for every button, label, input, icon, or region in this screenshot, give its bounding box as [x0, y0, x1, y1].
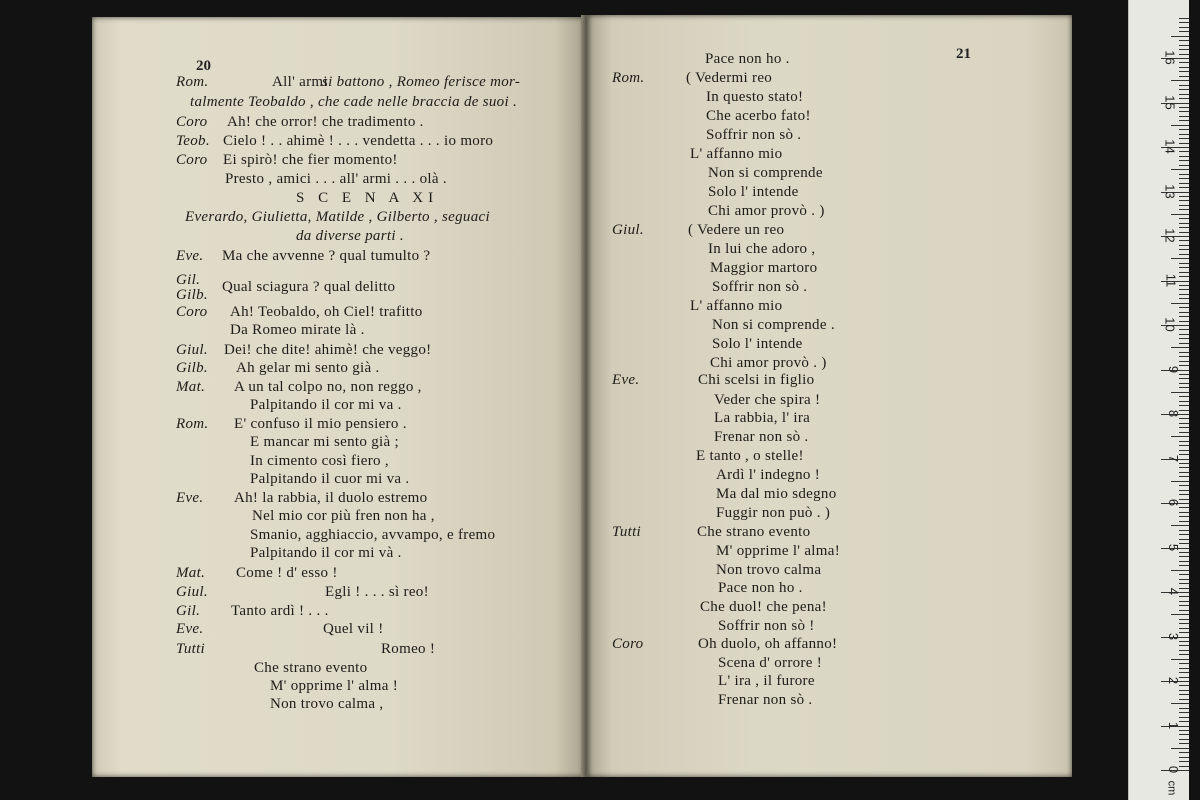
- ruler-mm-tick: [1179, 619, 1189, 620]
- verse-line: Oh duolo, oh affanno!: [698, 636, 838, 652]
- ruler-mm-tick: [1179, 490, 1189, 491]
- ruler-mm-tick: [1179, 267, 1189, 268]
- ruler-mm-tick: [1179, 432, 1189, 433]
- verse-line: Non trovo calma ,: [270, 696, 384, 712]
- ruler-mm-tick: [1179, 227, 1189, 228]
- verse-line: Frenar non sò .: [718, 692, 813, 708]
- verse-line: All' armi: [272, 74, 328, 90]
- ruler-mm-tick: [1179, 512, 1189, 513]
- ruler-mm-tick: [1171, 614, 1189, 615]
- ruler-mm-tick: [1179, 285, 1189, 286]
- ruler-number: 14: [1162, 139, 1178, 154]
- ruler-mm-tick: [1179, 383, 1189, 384]
- ruler-mm-tick: [1179, 240, 1189, 241]
- verse-line: Smanio, agghiaccio, avvampo, e fremo: [250, 527, 496, 543]
- verse-line: Pace non ho .: [718, 580, 803, 596]
- ruler-mm-tick: [1179, 485, 1189, 486]
- ruler-mm-tick: [1179, 574, 1189, 575]
- verse-line: Ei spirò! che fier momento!: [223, 152, 398, 168]
- verse-line: L' ira , il furore: [718, 673, 815, 689]
- ruler-mm-tick: [1179, 445, 1189, 446]
- verse-line: Soffrir non sò !: [718, 618, 815, 634]
- ruler-number: 5: [1165, 543, 1181, 551]
- ruler-mm-tick: [1179, 645, 1189, 646]
- ruler-mm-tick: [1171, 659, 1189, 660]
- ruler-number: 11: [1162, 273, 1178, 287]
- ruler-mm-tick: [1179, 249, 1189, 250]
- ruler-mm-tick: [1179, 76, 1189, 77]
- verse-line: Frenar non sò .: [714, 429, 809, 445]
- ruler-mm-tick: [1179, 405, 1189, 406]
- verse-line: Come ! d' esso !: [236, 565, 338, 581]
- verse-line: Ardì l' indegno !: [716, 467, 821, 483]
- ruler-mm-tick: [1179, 565, 1189, 566]
- verse-line: Ah! Teobaldo, oh Ciel! trafitto: [230, 304, 423, 320]
- ruler-mm-tick: [1179, 298, 1189, 299]
- ruler-mm-tick: [1179, 623, 1189, 624]
- ruler-mm-tick: [1171, 347, 1189, 348]
- verse-line: Non si comprende .: [712, 317, 835, 333]
- speaker-label: Giul.: [176, 584, 208, 600]
- speaker-label: Rom.: [176, 74, 209, 90]
- ruler-number: 7: [1165, 454, 1181, 462]
- ruler-mm-tick: [1171, 570, 1189, 571]
- verse-line: E mancar mi sento già ;: [250, 434, 399, 450]
- ruler-mm-tick: [1179, 218, 1189, 219]
- speaker-label: Eve.: [176, 490, 204, 506]
- ruler-mm-tick: [1171, 80, 1189, 81]
- ruler-mm-tick: [1179, 272, 1189, 273]
- ruler-mm-tick: [1179, 441, 1189, 442]
- ruler-mm-tick: [1179, 739, 1189, 740]
- ruler-mm-tick: [1179, 312, 1189, 313]
- speaker-label: Mat.: [176, 565, 206, 581]
- right-page: [588, 15, 1072, 777]
- ruler-number: 8: [1165, 409, 1181, 418]
- verse-line: Da Romeo mirate là .: [230, 322, 365, 338]
- ruler-mm-tick: [1179, 423, 1189, 424]
- verse-line: Ma che avvenne ? qual tumulto ?: [222, 248, 431, 264]
- ruler-mm-tick: [1179, 187, 1189, 188]
- ruler-mm-tick: [1179, 552, 1189, 553]
- ruler-mm-tick: [1179, 450, 1189, 451]
- ruler-mm-tick: [1179, 752, 1189, 753]
- ruler-mm-tick: [1179, 111, 1189, 112]
- speaker-label: Gilb.: [176, 360, 208, 376]
- verse-line: L' affanno mio: [690, 298, 783, 314]
- ruler-mm-tick: [1179, 67, 1189, 68]
- ruler-mm-tick: [1179, 396, 1189, 397]
- ruler-mm-tick: [1179, 178, 1189, 179]
- verse-line: Chi amor provò . ): [710, 355, 827, 371]
- ruler-number: 16: [1162, 50, 1178, 65]
- ruler-mm-tick: [1179, 209, 1189, 210]
- ruler-mm-tick: [1171, 481, 1189, 482]
- ruler-mm-tick: [1179, 663, 1189, 664]
- ruler-mm-tick: [1179, 757, 1189, 758]
- ruler-mm-tick: [1179, 116, 1189, 117]
- verse-line: Scena d' orrore !: [718, 655, 823, 671]
- verse-line: E tanto , o stelle!: [696, 448, 804, 464]
- speaker-label: Giul.: [176, 342, 208, 358]
- ruler-mm-tick: [1179, 467, 1189, 468]
- ruler-mm-tick: [1179, 338, 1189, 339]
- ruler-mm-tick: [1179, 494, 1189, 495]
- ruler-mm-tick: [1171, 214, 1189, 215]
- ruler-mm-tick: [1179, 476, 1189, 477]
- ruler-mm-tick: [1179, 334, 1189, 335]
- verse-line: Ah! che orror! che tradimento .: [227, 114, 424, 130]
- ruler-mm-tick: [1179, 712, 1189, 713]
- ruler-mm-tick: [1179, 94, 1189, 95]
- ruler-mm-tick: [1179, 672, 1189, 673]
- ruler-mm-tick: [1179, 610, 1189, 611]
- ruler-mm-tick: [1179, 628, 1189, 629]
- ruler-mm-tick: [1179, 378, 1189, 379]
- verse-line: Maggior martoro: [710, 260, 818, 276]
- ruler-mm-tick: [1179, 276, 1189, 277]
- ruler-mm-tick: [1179, 245, 1189, 246]
- verse-line: L' affanno mio: [690, 146, 783, 162]
- ruler-mm-tick: [1179, 387, 1189, 388]
- ruler-number: 4: [1165, 587, 1181, 596]
- speaker-label: Teob.: [176, 133, 210, 149]
- ruler-mm-tick: [1179, 668, 1189, 669]
- ruler-mm-tick: [1179, 196, 1189, 197]
- verse-line: Egli ! . . . sì reo!: [325, 584, 429, 600]
- ruler-mm-tick: [1179, 507, 1189, 508]
- ruler-mm-tick: [1179, 583, 1189, 584]
- verse-line: Quel vil !: [323, 621, 384, 637]
- verse-line: A un tal colpo no, non reggo ,: [234, 379, 422, 395]
- ruler-mm-tick: [1171, 303, 1189, 304]
- ruler-mm-tick: [1179, 98, 1189, 99]
- measuring-ruler: [1128, 0, 1189, 800]
- ruler-mm-tick: [1179, 730, 1189, 731]
- ruler-mm-tick: [1179, 40, 1189, 41]
- ruler-mm-tick: [1179, 138, 1189, 139]
- ruler-mm-tick: [1179, 601, 1189, 602]
- ruler-mm-tick: [1179, 579, 1189, 580]
- ruler-mm-tick: [1179, 734, 1189, 735]
- speaker-label: Giul.: [612, 222, 644, 238]
- verse-line: Qual sciagura ? qual delitto: [222, 279, 396, 295]
- ruler-mm-tick: [1179, 694, 1189, 695]
- ruler-number: 0: [1165, 765, 1181, 774]
- ruler-mm-tick: [1179, 401, 1189, 402]
- verse-line: ( Vedermi reo: [686, 70, 773, 86]
- page-number-right: 21: [956, 46, 971, 62]
- ruler-mm-tick: [1179, 699, 1189, 700]
- ruler-number: 10: [1162, 317, 1178, 332]
- ruler-mm-tick: [1179, 418, 1189, 419]
- ruler-mm-tick: [1179, 321, 1189, 322]
- verse-line: Tanto ardì ! . . .: [231, 603, 329, 619]
- ruler-mm-tick: [1179, 89, 1189, 90]
- ruler-mm-tick: [1179, 685, 1189, 686]
- ruler-number: 12: [1162, 228, 1178, 243]
- ruler-mm-tick: [1179, 71, 1189, 72]
- verse-line: Ah gelar mi sento già .: [236, 360, 380, 376]
- verse-line: Palpitando il cuor mi va .: [250, 471, 410, 487]
- verse-line: Fuggir non può . ): [716, 505, 831, 521]
- ruler-mm-tick: [1179, 232, 1189, 233]
- ruler-mm-tick: [1179, 352, 1189, 353]
- ruler-mm-tick: [1179, 31, 1189, 32]
- speaker-label: Tutti: [176, 641, 206, 657]
- ruler-mm-tick: [1179, 690, 1189, 691]
- verse-line: Che strano evento: [254, 660, 368, 676]
- verse-line: da diverse parti .: [296, 228, 404, 244]
- speaker-label: Gil.: [176, 603, 201, 619]
- ruler-number: 3: [1165, 632, 1181, 640]
- ruler-mm-tick: [1179, 556, 1189, 557]
- ruler-number: 6: [1165, 498, 1181, 507]
- ruler-mm-tick: [1179, 463, 1189, 464]
- ruler-mm-tick: [1179, 18, 1189, 19]
- ruler-mm-tick: [1179, 717, 1189, 718]
- ruler-mm-tick: [1179, 654, 1189, 655]
- verse-line: Non si comprende: [708, 165, 823, 181]
- verse-line: Chi scelsi in figlio: [698, 372, 815, 388]
- ruler-mm-tick: [1179, 54, 1189, 55]
- speaker-label: Gilb.: [176, 287, 208, 303]
- verse-line: ( Vedere un reo: [688, 222, 785, 238]
- verse-line: Non trovo calma: [716, 562, 822, 578]
- verse-line: In lui che adoro ,: [708, 241, 816, 257]
- ruler-mm-tick: [1171, 36, 1189, 37]
- ruler-mm-tick: [1179, 539, 1189, 540]
- verse-line: Cielo ! . . ahimè ! . . . vendetta . . . io moro: [223, 133, 494, 149]
- ruler-mm-tick: [1179, 254, 1189, 255]
- ruler-mm-tick: [1179, 151, 1189, 152]
- ruler-mm-tick: [1179, 49, 1189, 50]
- speaker-label: Eve.: [176, 248, 204, 264]
- ruler-mm-tick: [1171, 169, 1189, 170]
- verse-line: Everardo, Giulietta, Matilde , Gilberto , seguaci: [185, 209, 490, 225]
- verse-line: Chi amor provò . ): [708, 203, 825, 219]
- ruler-mm-tick: [1171, 125, 1189, 126]
- verse-line: La rabbia, l' ira: [714, 410, 811, 426]
- speaker-label: Eve.: [612, 372, 640, 388]
- verse-line: Che duol! che pena!: [700, 599, 827, 615]
- ruler-mm-tick: [1179, 22, 1189, 23]
- ruler-mm-tick: [1179, 107, 1189, 108]
- ruler-mm-tick: [1179, 374, 1189, 375]
- ruler-mm-tick: [1179, 316, 1189, 317]
- ruler-number: 2: [1165, 676, 1181, 685]
- ruler-mm-tick: [1179, 743, 1189, 744]
- ruler-mm-tick: [1179, 530, 1189, 531]
- stage-direction: talmente Teobaldo , che cade nelle braccia de suoi .: [190, 94, 518, 110]
- ruler-mm-tick: [1179, 134, 1189, 135]
- ruler-mm-tick: [1179, 160, 1189, 161]
- speaker-label: Mat.: [176, 379, 206, 395]
- verse-line: Che strano evento: [697, 524, 811, 540]
- ruler-mm-tick: [1179, 561, 1189, 562]
- speaker-label: Rom.: [176, 416, 209, 432]
- ruler-mm-tick: [1179, 263, 1189, 264]
- ruler-mm-tick: [1179, 289, 1189, 290]
- ruler-mm-tick: [1179, 596, 1189, 597]
- verse-line: M' opprime l' alma!: [716, 543, 840, 559]
- ruler-mm-tick: [1171, 748, 1189, 749]
- verse-line: E' confuso il mio pensiero .: [234, 416, 407, 432]
- ruler-mm-tick: [1179, 534, 1189, 535]
- verse-line: Palpitando il cor mi và .: [250, 545, 402, 561]
- ruler-number: 1: [1165, 721, 1181, 729]
- ruler-number: 9: [1165, 365, 1181, 373]
- ruler-mm-tick: [1179, 521, 1189, 522]
- verse-line: Romeo !: [381, 641, 436, 657]
- ruler-mm-tick: [1179, 129, 1189, 130]
- verse-line: Pace non ho .: [705, 51, 790, 67]
- verse-line: Soffrir non sò .: [706, 127, 802, 143]
- verse-line: M' opprime l' alma !: [270, 678, 399, 694]
- ruler-mm-tick: [1179, 183, 1189, 184]
- ruler-mm-tick: [1179, 761, 1189, 762]
- speaker-label: Coro: [176, 114, 208, 130]
- verse-line: Presto , amici . . . all' armi . . . olà .: [225, 171, 447, 187]
- speaker-label: Coro: [176, 152, 208, 168]
- verse-line: Palpitando il cor mi va .: [250, 397, 402, 413]
- speaker-label: Eve.: [176, 621, 204, 637]
- ruler-mm-tick: [1179, 641, 1189, 642]
- ruler-mm-tick: [1179, 427, 1189, 428]
- ruler-mm-tick: [1179, 165, 1189, 166]
- ruler-mm-tick: [1179, 45, 1189, 46]
- verse-line: Nel mio cor più fren non ha ,: [252, 508, 435, 524]
- ruler-mm-tick: [1179, 205, 1189, 206]
- speaker-label: Coro: [176, 304, 208, 320]
- ruler-mm-tick: [1171, 703, 1189, 704]
- ruler-mm-tick: [1179, 143, 1189, 144]
- verse-line: In cimento così fiero ,: [250, 453, 389, 469]
- verse-line: Solo l' intende: [712, 336, 803, 352]
- verse-line: Solo l' intende: [708, 184, 799, 200]
- ruler-mm-tick: [1179, 200, 1189, 201]
- ruler-number: 15: [1162, 94, 1178, 110]
- ruler-mm-tick: [1171, 392, 1189, 393]
- ruler-mm-tick: [1179, 27, 1189, 28]
- verse-line: In questo stato!: [706, 89, 804, 105]
- ruler-mm-tick: [1179, 361, 1189, 362]
- ruler-mm-tick: [1179, 174, 1189, 175]
- ruler-mm-tick: [1171, 436, 1189, 437]
- ruler-number: 13: [1162, 183, 1178, 199]
- page-number-left: 20: [196, 58, 211, 74]
- speaker-label: Rom.: [612, 70, 645, 86]
- speaker-label: Coro: [612, 636, 644, 652]
- verse-line: Veder che spira !: [714, 392, 821, 408]
- ruler-mm-tick: [1179, 329, 1189, 330]
- ruler-mm-tick: [1179, 708, 1189, 709]
- ruler-mm-tick: [1171, 258, 1189, 259]
- ruler-mm-tick: [1179, 356, 1189, 357]
- verse-line: Dei! che dite! ahimè! che veggo!: [224, 342, 432, 358]
- verse-line: Che acerbo fato!: [706, 108, 811, 124]
- ruler-mm-tick: [1179, 516, 1189, 517]
- ruler-mm-tick: [1179, 343, 1189, 344]
- ruler-mm-tick: [1179, 120, 1189, 121]
- ruler-mm-tick: [1179, 650, 1189, 651]
- ruler-mm-tick: [1179, 223, 1189, 224]
- ruler-mm-tick: [1179, 472, 1189, 473]
- scene-heading: S C E N A XI: [296, 190, 439, 206]
- ruler-mm-tick: [1179, 294, 1189, 295]
- ruler-mm-tick: [1179, 62, 1189, 63]
- stage-direction: si battono , Romeo ferisce mor-: [322, 74, 521, 90]
- ruler-mm-tick: [1179, 156, 1189, 157]
- speaker-label: Gil.: [176, 272, 201, 288]
- verse-line: Ma dal mio sdegno: [716, 486, 837, 502]
- ruler-mm-tick: [1179, 85, 1189, 86]
- verse-line: Ah! la rabbia, il duolo estremo: [234, 490, 428, 506]
- ruler-mm-tick: [1179, 307, 1189, 308]
- ruler-mm-tick: [1179, 605, 1189, 606]
- ruler-mm-tick: [1171, 525, 1189, 526]
- speaker-label: Tutti: [612, 524, 642, 540]
- ruler-unit-label: cm: [1165, 780, 1178, 796]
- verse-line: Soffrir non sò .: [712, 279, 808, 295]
